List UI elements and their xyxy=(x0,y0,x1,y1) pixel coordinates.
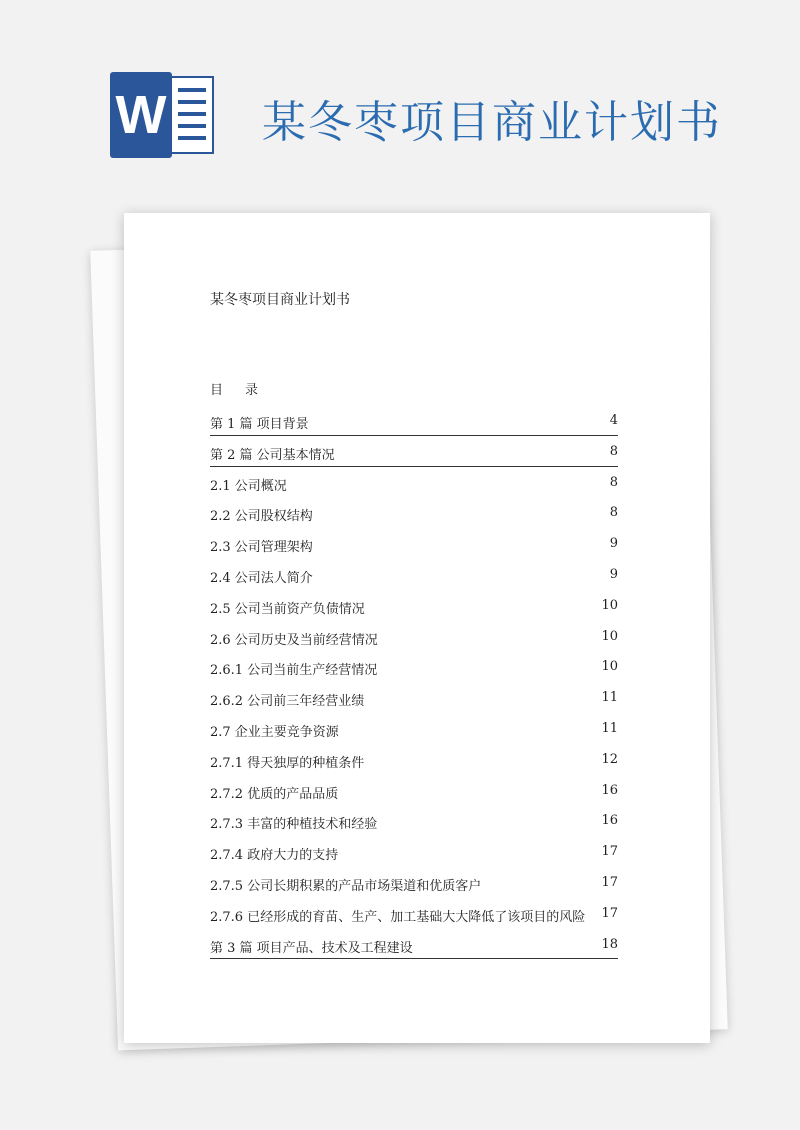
toc-entry-page: 8 xyxy=(609,443,618,459)
toc-entry[interactable] xyxy=(210,775,618,806)
toc-entry-title: 2.1 公司概况 xyxy=(210,478,287,494)
toc-entry-page: 9 xyxy=(609,536,618,552)
toc-entry[interactable] xyxy=(210,590,618,621)
toc-entry-title: 2.7.3 丰富的种植技术和经验 xyxy=(210,817,378,833)
toc-entry-page: 17 xyxy=(601,874,618,890)
toc-entry[interactable] xyxy=(210,867,618,898)
toc-entry-page: 10 xyxy=(601,659,618,675)
toc-entry-title: 2.7.2 优质的产品品质 xyxy=(210,786,339,802)
document-page xyxy=(124,213,710,1043)
toc-entry-title: 2.6.2 公司前三年经营业绩 xyxy=(210,694,365,710)
toc-entry[interactable] xyxy=(210,836,618,867)
toc-entry[interactable] xyxy=(210,713,618,744)
toc-entry[interactable] xyxy=(210,467,618,498)
toc-entry[interactable] xyxy=(210,651,618,682)
toc-entry-page: 11 xyxy=(601,720,618,736)
toc-entry-title: 2.7 企业主要竞争资源 xyxy=(210,724,339,740)
toc-entry-page: 16 xyxy=(601,782,618,798)
toc-entry-title: 2.7.1 得天独厚的种植条件 xyxy=(210,755,365,771)
toc-entry-page: 16 xyxy=(601,813,618,829)
word-letter: W xyxy=(110,72,172,158)
toc-entry-page: 8 xyxy=(609,474,618,490)
toc-chapter-entry[interactable] xyxy=(210,405,618,436)
toc-entry-title: 第 1 篇 项目背景 xyxy=(210,417,309,432)
toc-entry-page: 17 xyxy=(601,905,618,921)
toc-entry-page: 11 xyxy=(601,690,618,706)
toc-entry-page: 4 xyxy=(609,413,618,428)
toc-entry-title: 2.6 公司历史及当前经营情况 xyxy=(210,632,378,648)
toc-chapter-entry[interactable] xyxy=(210,436,618,467)
toc-entry[interactable] xyxy=(210,805,618,836)
toc-entry[interactable] xyxy=(210,682,618,713)
toc-entry-title: 第 3 篇 项目产品、技术及工程建设 xyxy=(210,940,413,956)
toc-entry-page: 18 xyxy=(601,936,618,952)
toc-entry[interactable] xyxy=(210,898,618,929)
toc-entry-title: 2.7.5 公司长期积累的产品市场渠道和优质客户 xyxy=(210,878,482,894)
toc-entry-page: 10 xyxy=(601,628,618,644)
document-title: 某冬枣项目商业计划书 xyxy=(210,292,350,308)
banner xyxy=(0,0,800,210)
toc-entry-title: 2.6.1 公司当前生产经营情况 xyxy=(210,663,378,679)
toc-entry-page: 12 xyxy=(601,751,618,767)
toc-heading: 目录 xyxy=(210,383,281,398)
toc-chapter-entry[interactable] xyxy=(210,929,618,960)
toc-entry[interactable] xyxy=(210,744,618,775)
toc-entry[interactable] xyxy=(210,497,618,528)
word-app-icon xyxy=(110,72,214,158)
toc-entry-page: 10 xyxy=(601,597,618,613)
toc-entry-title: 2.5 公司当前资产负债情况 xyxy=(210,601,365,617)
toc-entry-title: 2.7.4 政府大力的支持 xyxy=(210,848,339,864)
banner-title: 某冬枣项目商业计划书 xyxy=(262,97,722,148)
toc-entry-title: 2.3 公司管理架构 xyxy=(210,540,313,556)
toc-entry-page: 9 xyxy=(609,566,618,582)
table-of-contents xyxy=(210,405,618,959)
toc-entry-title: 2.7.6 已经形成的育苗、生产、加工基础大大降低了该项目的风险 xyxy=(210,909,586,925)
toc-entry-page: 8 xyxy=(609,505,618,521)
toc-entry[interactable] xyxy=(210,559,618,590)
toc-entry-title: 2.2 公司股权结构 xyxy=(210,509,313,525)
toc-entry-title: 2.4 公司法人简介 xyxy=(210,570,313,586)
toc-entry[interactable] xyxy=(210,528,618,559)
toc-entry-title: 第 2 篇 公司基本情况 xyxy=(210,447,335,463)
toc-entry-page: 17 xyxy=(601,844,618,860)
toc-entry[interactable] xyxy=(210,621,618,652)
